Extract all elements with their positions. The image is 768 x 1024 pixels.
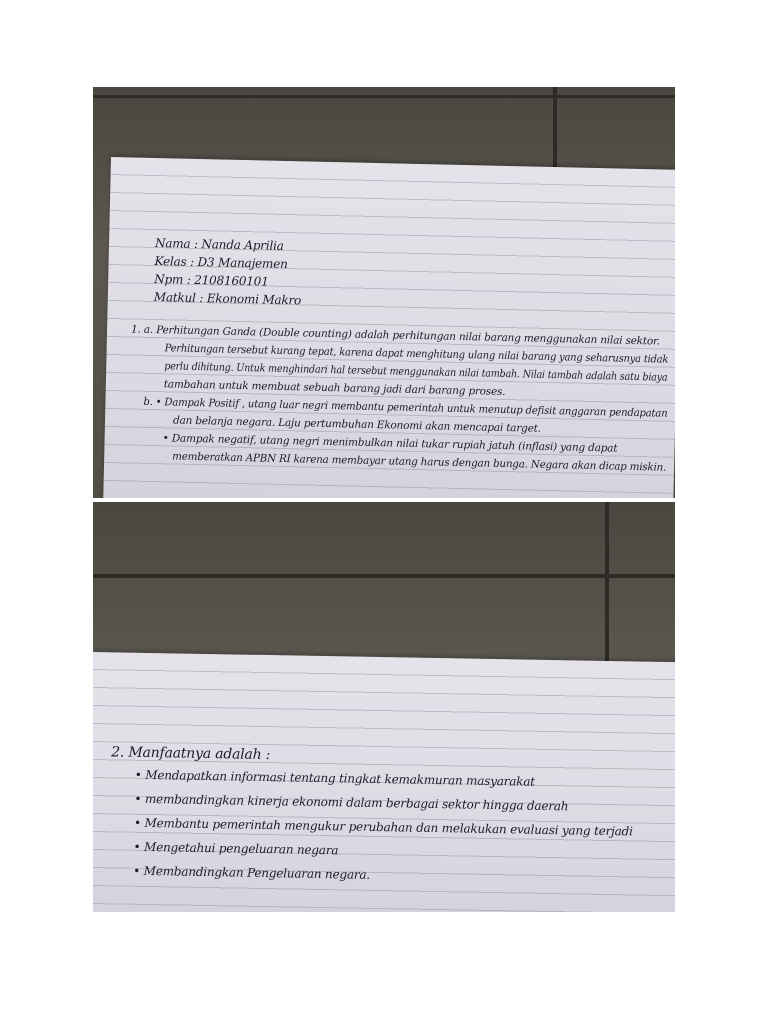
class-line: Kelas : D3 Manajemen [154, 254, 288, 272]
npm-line: Npm : 2108160101 [154, 272, 269, 289]
q2-item-4: • Mengetahui pengeluaran negara [133, 839, 339, 858]
floor-tile-line [93, 574, 675, 578]
floor-tile-line [553, 87, 557, 167]
name-line: Nama : Nanda Aprilia [154, 236, 284, 253]
q2-item-2: • membandingkan kinerja ekonomi dalam berbagai sektor hingga daerah [134, 791, 569, 814]
q1a-line-1: 1. a. Perhitungan Ganda (Double counting) adalah perhitungan nilai barang menggunakan nilai sektor. [130, 323, 660, 348]
course-line: Matkul : Ekonomi Makro [153, 290, 302, 308]
q2-item-5: • Membandingkan Pengeluaran negara. [133, 863, 371, 882]
q1a-line-2: Perhitungan tersebut kurang tepat, karena dapat menghitung ulang nilai barang yang seharusnya tidak [164, 342, 669, 366]
notebook-paper [93, 652, 675, 912]
q1a-line-4: tambahan untuk membuat sebuah barang jadi dari barang proses. [163, 378, 506, 399]
q1b-line-3: • Dampak negatif, utang negri menimbulkan nilai tukar rupiah jatuh (inflasi) yang dapat [162, 432, 618, 455]
q1a-line-3: perlu dihitung. Untuk menghindari hal tersebut menggunakan nilai tambah. Nilai tambah adalah satu biaya [164, 360, 668, 384]
notebook-paper [103, 157, 675, 498]
q1b-line-4: memberatkan APBN RI karena membayar utang harus dengan bunga. Negara akan dicap miskin. [172, 450, 667, 474]
q2-heading: 2. Manfaatnya adalah : [111, 744, 271, 764]
q2-item-1: • Mendapatkan informasi tentang tingkat kemakmuran masyarakat [134, 767, 535, 789]
q1b-line-1: b. • Dampak Positif , utang luar negri membantu pemerintah untuk menutup defisit anggaran pendapatan [143, 395, 668, 420]
floor-tile-line [93, 95, 675, 98]
floor-tile-line [605, 502, 609, 662]
q1b-line-2: dan belanja negara. Laju pertumbuhan Ekonomi akan mencapai target. [172, 414, 541, 435]
q2-item-3: • Membantu pemerintah mengukur perubahan dan melakukan evaluasi yang terjadi [133, 815, 633, 839]
photo-page-1 [93, 87, 675, 498]
photo-page-2 [93, 502, 675, 912]
